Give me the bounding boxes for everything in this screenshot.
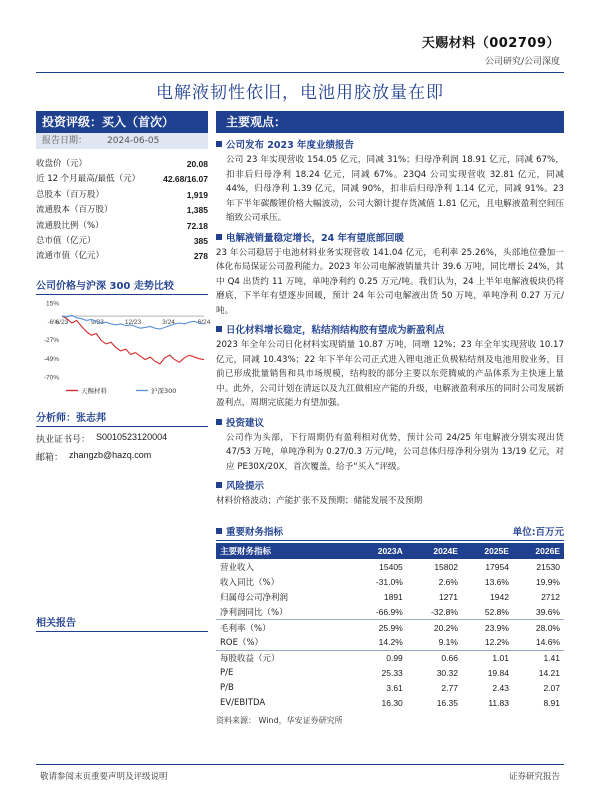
financials-cell: 16.35 [436, 698, 458, 709]
financials-row [216, 665, 564, 680]
financials-cell: -32.8% [431, 606, 458, 617]
rating-banner: 投资评级：买入（首次） [36, 111, 208, 133]
legend-label: 天赐材料 [81, 386, 107, 395]
financials-cell: 2.6% [438, 576, 458, 587]
financials-row [216, 635, 564, 650]
y-tick-label: -6% [47, 318, 59, 326]
financials-row-label: P/B [220, 683, 234, 694]
financials-cell: 2.77 [441, 683, 458, 694]
section-paragraph: 公司 23 年实现营收 154.05 亿元，同减 31%；归母净利润 18.91 亿元，同减 67%，扣非后归母净利 18.24 亿元，同减 67%。23Q4 公司实现营收 32.81 亿元，同减 44%，归母净利 1.39 亿元，同减 90%，扣非后归母净利 1.14 亿元，同减 91%。23 年下半年碳酸锂价格大幅波动，公司大额计提存货减值 1.81 亿元，且电解液盈利空间压缩致公司承压。 [226, 155, 564, 223]
analyst-info [36, 432, 208, 463]
stock-info-row [36, 203, 208, 218]
square-bullet-icon [216, 234, 222, 240]
financials-row-label: ROE（%） [220, 638, 264, 649]
financials-column-header: 2024E [407, 543, 462, 559]
y-tick-label: -27% [43, 336, 59, 344]
section-heading-text: 电解液销量稳定增长，24 年有望底部回暖 [226, 232, 405, 244]
report-date [36, 133, 208, 149]
stock-info-row [36, 172, 208, 187]
financials-header-row [216, 543, 564, 559]
footer-divider [36, 764, 564, 765]
financials-cell: 9.1% [438, 637, 458, 648]
financials-row [216, 589, 564, 604]
financials-row-label: P/E [220, 667, 234, 678]
stock-info-label: 流通股本（百万股） [36, 205, 113, 216]
financials-cell: 20.2% [407, 620, 462, 635]
report-title: 电解液韧性依旧，电池用胶放量在即 [156, 83, 444, 103]
financials-cell: 30.32 [436, 667, 458, 678]
report-date-value: 2024-06-05 [107, 136, 160, 146]
report-category: 公司研究/公司深度 [484, 57, 560, 67]
section-heading [216, 230, 564, 244]
section-heading-text: 投资建议 [226, 417, 265, 429]
square-bullet-icon [216, 528, 222, 534]
section-paragraph: 23 年公司稳居于电池材料业务实现营收 141.04 亿元，毛利率 25.26%，头部地位叠加一体化布局保证公司盈利能力。2023 年公司电解液销量共计 39.6 万吨，同比增长 24%，其中 Q4 出货约 11 万吨，单吨净利约 0.25 万元/吨。我们认为，24 上半年电解液板块仍将磨底，下半年有望逐步回暖，预计 24 年公司电解液出货 50 万吨，单吨净利 0.27 万元/吨。 [216, 247, 564, 316]
right-column [216, 111, 564, 509]
analyst-line-value: S0010523120004 [96, 431, 168, 442]
stock-info-row [36, 234, 208, 249]
stock-info-row [36, 219, 208, 234]
stock-info-label: 收盘价（元） [36, 159, 88, 169]
financials-cell: 8.91 [543, 698, 560, 709]
financials-cell: 19.84 [487, 667, 509, 678]
y-tick-label: -49% [43, 355, 59, 363]
stock-info-value: 20.08 [186, 159, 208, 169]
financials-row-label: 毛利率（%） [216, 620, 352, 635]
financials-cell: 2.43 [492, 683, 509, 694]
financials-cell: 16.30 [381, 698, 403, 709]
financials-cell: 3.61 [386, 683, 403, 694]
key-points-banner: 主要观点： [216, 111, 564, 133]
legend-label: 沪深300 [151, 386, 177, 395]
financials-cell: 15405 [379, 561, 403, 572]
financials-block [216, 524, 564, 726]
analyst-line-value: zhangzb@hazq.com [69, 449, 152, 460]
key-points-sections [216, 137, 564, 509]
financials-row-label: 每股收益（元） [216, 650, 352, 665]
stock-info-value: 72.18 [186, 220, 208, 231]
square-bullet-icon [216, 326, 222, 332]
financials-cell: 1891 [383, 591, 403, 602]
price-chart-svg [36, 299, 211, 399]
section-heading-text: 日化材料增长稳定，粘结剂结构胶有望成为新盈利点 [226, 325, 445, 336]
report-header [422, 32, 560, 67]
financials-column-header: 2026E [513, 543, 564, 559]
section-heading-text: 风险提示 [226, 481, 265, 492]
financials-cell: 19.9% [535, 576, 560, 587]
square-bullet-icon [216, 482, 222, 488]
financials-cell: 11.83 [488, 698, 509, 709]
financials-table [216, 543, 564, 711]
square-bullet-icon [216, 419, 222, 425]
financials-row [216, 559, 564, 574]
financials-cell: 52.8% [484, 606, 509, 617]
x-tick-label: 9/23 [91, 318, 104, 326]
financials-column-header: 2023A [352, 543, 407, 559]
footer-label: 证券研究报告 [508, 772, 560, 782]
stock-info-value: 278 [193, 251, 208, 262]
financials-column-header: 2025E [462, 543, 513, 559]
financials-unit: 单位:百万元 [512, 527, 564, 538]
financials-cell: 1.41 [513, 650, 564, 665]
financials-row [216, 620, 564, 635]
stock-info-row [36, 249, 208, 264]
financials-cell: 28.0% [513, 620, 564, 635]
financials-row [216, 605, 564, 620]
y-tick-label: -70% [43, 374, 59, 382]
financials-cell: 1942 [490, 591, 509, 602]
financials-row-label: 归属母公司净利润 [220, 592, 289, 603]
financials-cell: 1.01 [462, 650, 513, 665]
financials-cell: 23.9% [462, 620, 513, 635]
section-heading [216, 137, 564, 151]
financials-row [216, 681, 564, 696]
financials-cell: 1271 [439, 591, 458, 602]
financials-cell: 39.6% [535, 606, 560, 617]
financials-cell: 17954 [485, 561, 509, 572]
financials-cell: 12.2% [484, 637, 509, 648]
financials-cell: 14.2% [378, 637, 403, 648]
stock-info-value: 42.68/16.07 [163, 174, 208, 185]
financials-row-label: 收入同比（%） [220, 577, 280, 588]
financials-cell: 15802 [434, 561, 458, 572]
section-heading-text: 公司发布 2023 年度业绩报告 [226, 140, 355, 151]
header-divider [36, 72, 564, 73]
section-heading [216, 478, 564, 492]
financials-cell: 14.6% [535, 637, 560, 648]
financials-row-label: 营业收入 [220, 562, 255, 573]
financials-cell: -31.0% [375, 576, 403, 587]
stock-info-label: 总股本（百万股） [36, 189, 105, 200]
section-paragraph: 材料价格波动；产能扩张不及预期；储能发展不及预期 [216, 496, 423, 506]
financials-row [216, 696, 564, 711]
analyst-heading: 分析师：张志邦 [36, 409, 208, 427]
price-comparison-chart [36, 299, 211, 399]
stock-info-table [36, 157, 208, 265]
analyst-line-label: 邮箱： [36, 452, 64, 463]
report-date-label: 报告日期： [42, 136, 88, 146]
x-tick-label: 12/23 [124, 318, 142, 326]
analyst-line-label: 执业证书号： [36, 434, 91, 445]
financials-heading [216, 524, 564, 541]
financials-cell: -66.9% [375, 606, 403, 617]
x-tick-label: 6/24 [197, 318, 211, 326]
x-tick-label: 3/24 [162, 318, 175, 326]
section-heading [216, 322, 564, 336]
stock-info-value: 385 [193, 235, 208, 246]
financials-cell: 25.9% [352, 620, 407, 635]
financials-title: 重要财务指标 [226, 527, 284, 538]
section-paragraph: 2023 年全年公司日化材料实现销量 10.87 万吨，同增 12%；23 年全年实现营收 10.17 亿元，同减 10.43%；22 年下半年公司正式进入锂电池正负极粘结剂及电池用胶业务，目前已形成批量销售和具市场规模，结构胶的部分主要以东莞腾威的产品体系为主快速上量中。此外，公司计划在清远以及九江做相应产能的升级，电解液盈利承压的同时公司发展新盈利点，周期完底能力有望加强。 [216, 340, 564, 408]
square-bullet-icon [216, 141, 222, 147]
company-name: 天赐材料（002709） [421, 36, 560, 51]
financials-cell: 0.99 [352, 650, 407, 665]
financials-cell: 2.07 [543, 683, 560, 694]
related-reports-heading: 相关报告 [36, 614, 208, 632]
financials-cell: 0.66 [407, 650, 462, 665]
financials-column-header: 主要财务指标 [216, 543, 352, 559]
financials-row-label: 净利润同比（%） [220, 607, 288, 618]
financials-cell: 13.6% [484, 576, 509, 587]
data-source: 资料来源： Wind，华安证券研究所 [216, 715, 343, 725]
stock-info-value: 1,919 [186, 189, 208, 200]
section-paragraph: 公司作为头部，下行周期仍有盈利相对优势，预计公司 24/25 年电解液分别实现出货 47/53 万吨，单吨净利为 0.27/0.3 万元/吨，公司总体归母净利分别为 13/19 亿元，对应 PE30X/20X，首次覆盖，给予“买入”评级。 [226, 432, 564, 472]
stock-info-row [36, 157, 208, 172]
stock-info-label: 流通市值（亿元） [36, 251, 105, 262]
financials-cell: 14.21 [538, 667, 560, 678]
analyst-line [36, 450, 208, 463]
left-column [36, 111, 211, 463]
financials-row-label: EV/EBITDA [220, 698, 266, 709]
financials-row [216, 650, 564, 665]
financials-cell: 21530 [536, 561, 560, 572]
section-heading [216, 415, 564, 429]
financials-row [216, 574, 564, 589]
stock-info-label: 近 12 个月最高/最低（元） [36, 174, 141, 185]
financials-cell: 25.33 [381, 667, 403, 678]
footer-disclaimer: 敬请参阅末页重要声明及评级说明 [40, 772, 168, 782]
stock-info-value: 1,385 [186, 205, 208, 216]
x-tick-label: 6/23 [55, 318, 69, 326]
financials-cell: 2712 [541, 591, 560, 602]
stock-info-label: 流通股比例（%） [36, 220, 104, 231]
y-tick-label: 15% [45, 300, 59, 308]
analyst-line [36, 432, 208, 445]
stock-info-row [36, 188, 208, 203]
stock-info-label: 总市值（亿元） [36, 235, 96, 246]
financials-body [216, 559, 564, 711]
price-chart-heading: 公司价格与沪深 300 走势比较 [36, 277, 208, 295]
